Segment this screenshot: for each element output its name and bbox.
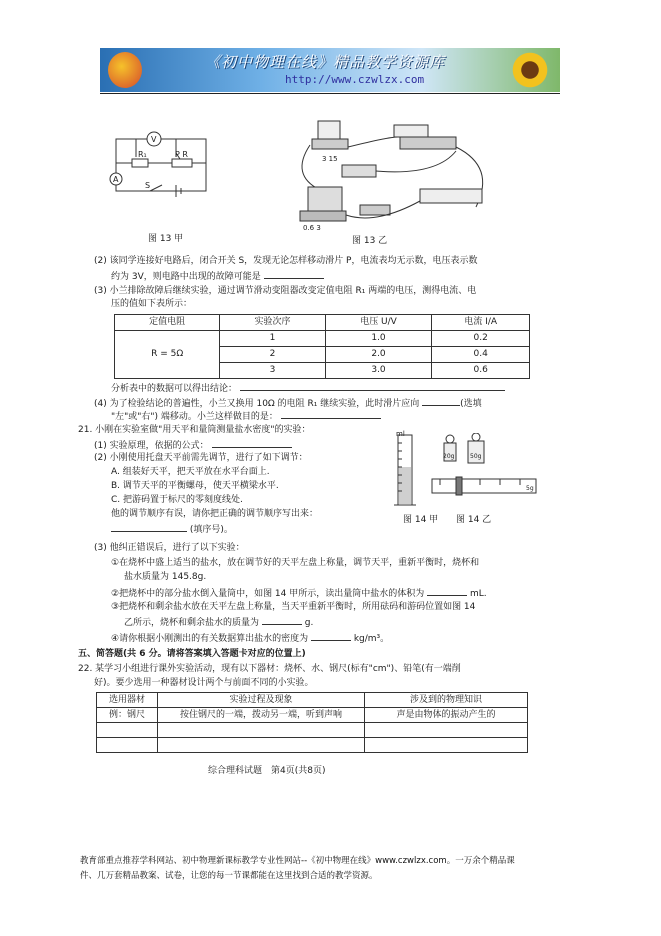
table-cell: 3 (220, 363, 325, 379)
q21-c3b-unit: g. (304, 618, 314, 628)
q22-line2: 好)。要少选用一种器材设计两个与前面不同的小实验。 (94, 678, 314, 688)
q21-s3: (3) 他纠正错误后，进行了以下实验： (94, 543, 245, 553)
answer-cell[interactable] (365, 723, 528, 738)
q21-order-line (111, 522, 233, 537)
bottom-note (80, 854, 600, 884)
q20-conclusion-text: 分析表中的数据可以得出结论： (111, 384, 238, 394)
answer-blank[interactable] (212, 438, 292, 448)
answer-blank[interactable] (422, 396, 460, 406)
q20-p2b (111, 269, 324, 284)
apparatus-sketch (290, 117, 520, 235)
answer-blank[interactable] (111, 522, 187, 532)
weight-label-50g: 50g (470, 453, 482, 460)
weight-label-20g: 20g (443, 453, 455, 460)
q21-s1-text: (1) 实验原理，依据的公式： (94, 441, 209, 451)
q21-c2-unit: mL. (470, 589, 487, 599)
q21-c1: ①在烧杯中盛上适当的盐水，放在调节好的天平左盘上称量，调节天平，重新平衡时，烧杯和 (111, 558, 480, 568)
table-cell: 0.4 (432, 347, 530, 363)
col-header: 电流 I/A (432, 315, 530, 331)
measuring-cylinder-figure (392, 431, 422, 509)
bottom-note-line2: 件、几万套精品教案、试卷，让您的每一节课都能在这里找到合适的教学资源。 (80, 871, 378, 881)
col-header: 定值电阻 (115, 315, 220, 331)
site-logo (108, 52, 142, 88)
table-cell: 2.0 (325, 347, 432, 363)
answer-blank[interactable] (264, 269, 324, 279)
resistor-cell: R = 5Ω (115, 331, 220, 379)
answer-cell[interactable] (158, 738, 365, 753)
q20-p4b-text: "左"或"右") 端移动。小兰这样做目的是： (111, 412, 278, 422)
q21-c1b: 盐水质量为 145.8g. (124, 572, 207, 582)
page-number: 综合理科试题 第4页(共8页) (208, 766, 326, 776)
q21-c: C. 把游码置于标尺的零刻度线处. (111, 495, 243, 505)
q20-p4-tail: (选填 (460, 399, 482, 409)
table-cell: 0.6 (432, 363, 530, 379)
q22-line1: 22. 某学习小组进行课外实验活动，现有以下器材：烧杯、水、钢尺(标有"cm")、铅笔(有一端削 (78, 664, 461, 674)
q21-order-hint: (填序号)。 (189, 525, 233, 535)
scale-v-label: 3 15 (322, 155, 338, 163)
answer-blank[interactable] (311, 631, 351, 641)
circuit-diagram (106, 127, 216, 199)
example-cell: 按住钢尺的一端，拨动另一端，听到声响 (158, 708, 365, 723)
data-table-resistance (114, 314, 530, 379)
scale-a-label: 0.6 3 (303, 224, 321, 232)
table-cell: 0.2 (432, 331, 530, 347)
header-rule (100, 93, 560, 94)
rider-scale-label: 5g (526, 485, 534, 492)
col-header: 实验次序 (220, 315, 325, 331)
experiment-table (96, 692, 528, 753)
sunflower-image (510, 50, 550, 90)
q21-a: A. 组装好天平，把天平放在水平台面上. (111, 467, 270, 477)
label-v: V (151, 135, 157, 144)
table-cell: 3.0 (325, 363, 432, 379)
fig14a-caption: 图 14 甲 (403, 515, 439, 525)
answer-blank[interactable] (281, 409, 381, 419)
example-cell: 声是由物体的振动产生的 (365, 708, 528, 723)
q20-conclusion (111, 381, 505, 396)
fig13a-caption: 图 13 甲 (148, 234, 184, 244)
q21-c3b-text: 乙所示，烧杯和剩余盐水的质量为 (124, 618, 260, 628)
q21-c3b (124, 615, 313, 630)
q20-p2b-text: 约为 3V，则电路中出现的故障可能是 (111, 272, 261, 282)
q21-order: 他的调节顺序有误，请你把正确的调节顺序写出来： (111, 509, 319, 519)
label-r1: R₁ (138, 150, 147, 159)
answer-blank[interactable] (240, 381, 505, 391)
col-header: 选用器材 (97, 693, 158, 708)
q20-p2: (2) 该同学连接好电路后，闭合开关 S，发现无论怎样移动滑片 P，电流表均无示数，电压表示数 (94, 256, 478, 266)
section5-title: 五、简答题(共 6 分。请将答案填入答题卡对应的位置上) (78, 649, 306, 659)
fig14b-caption: 图 14 乙 (456, 515, 492, 525)
exam-page (78, 115, 540, 785)
col-header: 涉及到的物理知识 (365, 693, 528, 708)
label-a: A (113, 175, 119, 184)
q21-c4-unit: kg/m³。 (353, 634, 390, 644)
q21-c3: ③把烧杯和剩余盐水放在天平左盘上称量，当天平重新平衡时，所用砝码和游码位置如图 14 (111, 602, 476, 612)
fig13b-caption: 图 13 乙 (352, 236, 388, 246)
table-cell: 1.0 (325, 331, 432, 347)
answer-cell[interactable] (365, 738, 528, 753)
table-cell: 1 (220, 331, 325, 347)
q20-p4b (111, 409, 381, 424)
label-s: S (145, 181, 151, 190)
answer-blank[interactable] (262, 615, 302, 625)
answer-cell[interactable] (158, 723, 365, 738)
bottom-note-line1: 教育部重点推荐学科网站、初中物理新课标教学专业性网站--《初中物理在线》www.czwlzx.com。一万余个精品课 (80, 856, 515, 866)
banner-url: http://www.czwlzx.com (285, 73, 425, 86)
header-banner (100, 48, 560, 92)
banner-title: 《初中物理在线》精品教学资源库 (205, 53, 446, 71)
q21-c2-text: ②把烧杯中的部分盐水倒入量筒中，如图 14 甲所示，读出量筒中盐水的体积为 (111, 589, 425, 599)
q21-c4-text: ④请你根据小刚测出的有关数据算出盐水的密度为 (111, 634, 309, 644)
answer-cell[interactable] (97, 738, 158, 753)
col-header: 电压 U/V (325, 315, 432, 331)
answer-cell[interactable] (97, 723, 158, 738)
example-cell: 例：钢尺 (97, 708, 158, 723)
q21-c4 (111, 631, 389, 646)
q21-c2 (111, 586, 487, 601)
answer-blank[interactable] (427, 586, 467, 596)
weights-and-rider-figure (430, 433, 540, 509)
col-header: 实验过程及现象 (158, 693, 365, 708)
q21-b: B. 调节天平的平衡螺母，使天平横梁水平. (111, 481, 279, 491)
q21-s1 (94, 438, 292, 453)
q20-p4-text: (4) 为了检验结论的普遍性，小兰又换用 10Ω 的电阻 R₁ 继续实验，此时滑片应向 (94, 399, 420, 409)
q21-s2: (2) 小刚使用托盘天平前需先调节，进行了如下调节： (94, 453, 308, 463)
label-pr: P R (175, 150, 188, 159)
q20-p3b: 压的值如下表所示： (111, 299, 193, 309)
cylinder-ml-label: ml (396, 430, 405, 438)
q20-p3: (3) 小兰排除故障后继续实验，通过调节滑动变阻器改变定值电阻 R₁ 两端的电压，测得电流、电 (94, 286, 477, 296)
table-cell: 2 (220, 347, 325, 363)
q21-title: 21. 小刚在实验室做"用天平和量筒测量盐水密度"的实验： (78, 425, 311, 435)
